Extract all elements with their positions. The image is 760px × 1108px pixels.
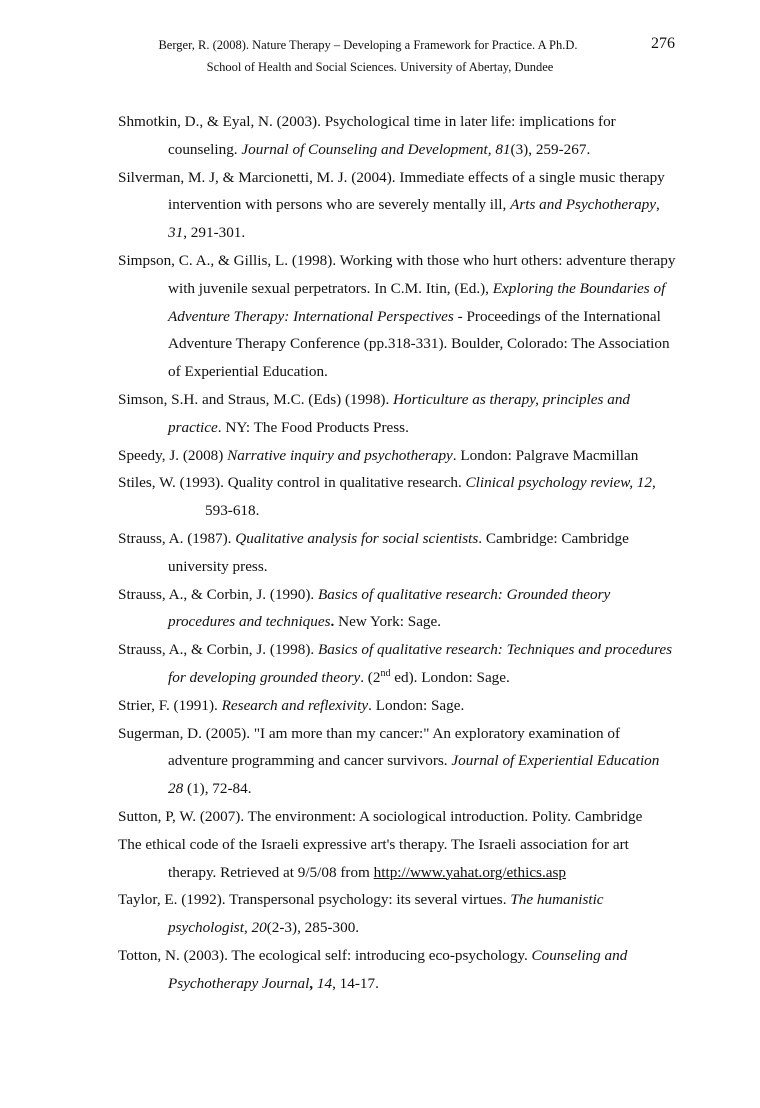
reference-text: Totton, N. (2003). The ecological self: introducing eco-psychology. xyxy=(118,946,532,964)
reference-entry xyxy=(118,942,678,998)
reference-text: 31 xyxy=(168,224,184,242)
reference-text: Basics of qualitative research: Grounded theory procedures and techniques xyxy=(168,585,611,631)
reference-entry xyxy=(118,636,678,692)
reference-text: Speedy, J. (2008) xyxy=(118,446,228,464)
reference-entry xyxy=(118,108,678,164)
reference-text: Simpson, C. A., & Gillis, L. (1998). Working with those who hurt others: adventure therapy with juvenile sexual perpetrators. In C.M. Itin, (Ed.), xyxy=(118,251,676,297)
reference-text: (2-3), 285-300. xyxy=(266,919,360,937)
reference-text: . London: Sage. xyxy=(368,696,465,714)
reference-entry xyxy=(118,720,678,803)
reference-entry xyxy=(118,525,678,581)
reference-text: Arts and Psychotherapy xyxy=(510,196,657,214)
reference-text: Silverman, M. J, & Marcionetti, M. J. (2004). Immediate effects of a single music therapy intervention with persons who are severely mentally ill, xyxy=(118,168,665,214)
reference-text: Sutton, P, W. (2007). The environment: A sociological introduction. Polity. Cambridge xyxy=(118,807,643,825)
reference-text: . (2 xyxy=(360,668,381,686)
reference-text: Qualitative analysis for social scientists xyxy=(235,529,479,547)
reference-text: Taylor, E. (1992). Transpersonal psychology: its several virtues. xyxy=(118,891,511,909)
reference-text: . London: Palgrave Macmillan xyxy=(452,446,639,464)
reference-text: Stiles, W. (1993). Quality control in qualitative research. xyxy=(118,474,466,492)
reference-entry xyxy=(118,886,678,942)
reference-text: ed). London: Sage. xyxy=(390,668,510,686)
reference-text: Sugerman, D. (2005). "I am more than my cancer:" An exploratory examination of adventure programming and cancer survivors. xyxy=(118,724,621,770)
reference-entry xyxy=(118,692,678,720)
reference-text: Strauss, A. (1987). xyxy=(118,529,236,547)
reference-text: . Cambridge: Cambridge university press. xyxy=(168,529,629,575)
reference-text: Journal of Counseling and Development, 81 xyxy=(241,140,511,158)
reference-entry xyxy=(118,247,678,386)
header-citation-line: Berger, R. (2008). Nature Therapy – Developing a Framework for Practice. A Ph.D. xyxy=(158,38,578,52)
reference-text: nd xyxy=(380,667,391,679)
header-institution-line: School of Health and Social Sciences. University of Abertay, Dundee xyxy=(206,60,554,74)
reference-entry xyxy=(118,386,678,442)
reference-text: Counseling and Psychotherapy Journal xyxy=(168,946,628,992)
reference-text: New York: Sage. xyxy=(334,613,442,631)
reference-list xyxy=(118,108,678,998)
reference-text: . NY: The Food Products Press. xyxy=(217,418,409,436)
reference-text: Narrative inquiry and psychotherapy xyxy=(227,446,453,464)
reference-text: Simson, S.H. and Straus, M.C. (Eds) (1998). xyxy=(118,390,394,408)
reference-entry xyxy=(118,803,678,831)
reference-text: (1), 72-84. xyxy=(183,780,252,798)
reference-text: . xyxy=(330,613,335,631)
reference-text: , 291-301. xyxy=(183,224,246,242)
reference-text: Strauss, A., & Corbin, J. (1998). xyxy=(118,641,318,659)
reference-entry xyxy=(118,581,678,637)
reference-text: , 593-618. xyxy=(205,474,656,520)
reference-text: The ethical code of the Israeli expressive art's therapy. The Israeli association for art therapy. Retrieved at 9/5/08 from xyxy=(118,835,629,881)
reference-entry xyxy=(118,469,678,525)
reference-text: (3), 259-267. xyxy=(510,140,591,158)
reference-text: Strauss, A., & Corbin, J. (1990). xyxy=(118,585,318,603)
reference-text: Research and reflexivity xyxy=(221,696,369,714)
reference-text: Strier, F. (1991). xyxy=(118,696,222,714)
reference-text: , xyxy=(309,974,317,992)
reference-text: 14 xyxy=(316,974,333,992)
reference-text: , 14-17. xyxy=(332,974,379,992)
reference-text: , xyxy=(243,919,252,937)
reference-text: , xyxy=(656,196,660,214)
reference-entry xyxy=(118,831,678,887)
reference-text: Horticulture as therapy, principles and practice xyxy=(168,390,631,436)
page-number: 276 xyxy=(651,35,675,52)
reference-text: Shmotkin, D., & Eyal, N. (2003). Psychological time in later life: implications for counseling. xyxy=(118,113,616,158)
reference-text: Clinical psychology review, 12 xyxy=(465,474,652,492)
reference-entry xyxy=(118,164,678,247)
reference-link[interactable]: http://www.yahat.org/ethics.asp xyxy=(373,863,567,881)
reference-entry xyxy=(118,442,678,470)
reference-text: Journal of Experiential Education 28 xyxy=(168,752,660,798)
reference-text: The humanistic psychologist xyxy=(168,891,604,937)
reference-text: 20 xyxy=(251,919,267,937)
reference-text: Exploring the Boundaries of Adventure Therapy: International Perspectives xyxy=(168,279,666,325)
reference-text: Basics of qualitative research: Techniques and procedures for developing grounded theory xyxy=(168,641,673,686)
reference-text: - Proceedings of the International Adventure Therapy Conference (pp.318-331). Boulder, Colorado: The Association of Experiential Education. xyxy=(168,307,670,381)
running-header xyxy=(0,34,760,78)
